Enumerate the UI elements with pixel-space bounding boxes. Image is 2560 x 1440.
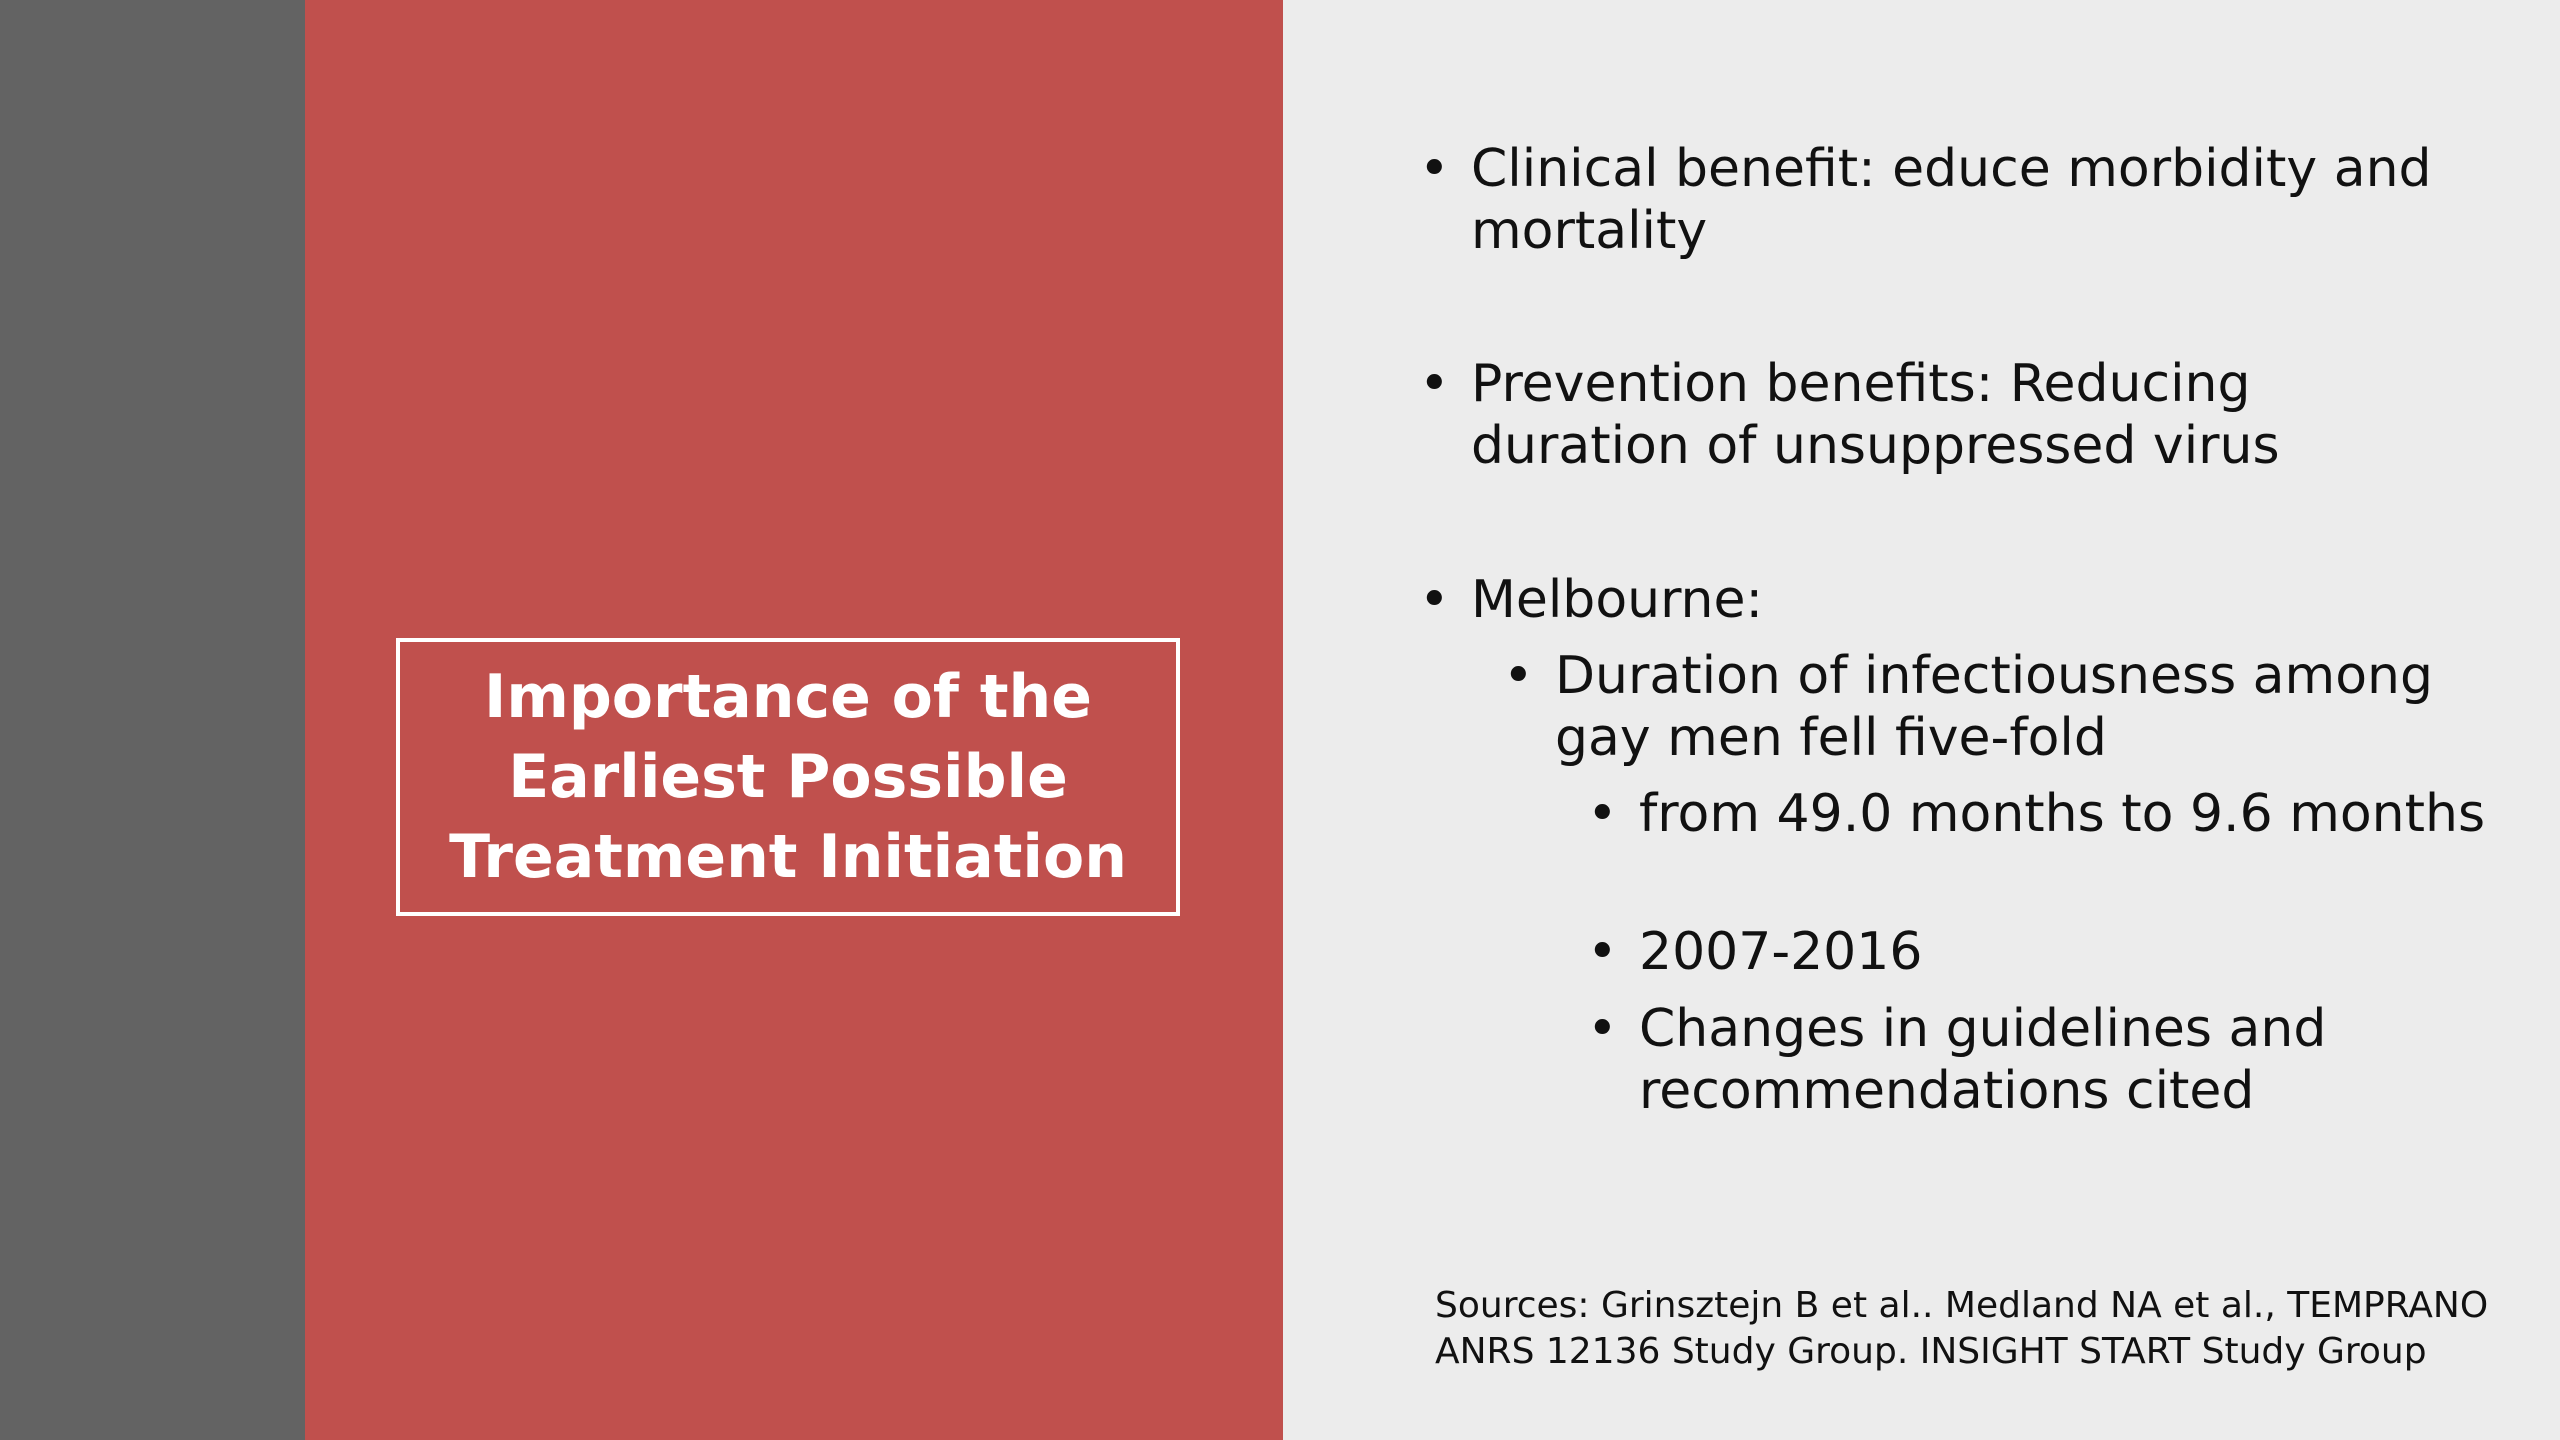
bullet-dot: • (1419, 139, 1450, 199)
sub-sub-bullet-months (1587, 783, 2499, 845)
left-gray-bar (0, 0, 305, 1440)
content-area (1283, 0, 2560, 1440)
bullet-prevention-benefits (1419, 353, 2471, 477)
sources-citation (1435, 1283, 2535, 1375)
bullet-dot: • (1587, 922, 1618, 982)
bullet-text: Prevention benefits: Reducing duration of unsuppressed virus (1471, 354, 2280, 476)
bullet-melbourne (1419, 569, 2471, 631)
title-box (396, 638, 1180, 916)
bullet-text: Changes in guidelines and recommendations cited (1639, 999, 2327, 1121)
sub-sub-bullet-years (1587, 921, 2499, 983)
bullet-dot: • (1587, 784, 1618, 844)
bullet-text: Duration of infectiousness among gay men fell five-fold (1555, 646, 2433, 768)
bullet-dot: • (1419, 570, 1450, 630)
bullet-clinical-benefit (1419, 138, 2471, 262)
sources-line-1: Sources: Grinsztejn B et al.. Medland NA et al., TEMPRANO (1435, 1285, 2489, 1326)
sub-bullet-duration (1503, 645, 2475, 769)
bullet-text: 2007-2016 (1639, 922, 1923, 982)
title-line-3: Treatment Initiation (449, 822, 1127, 892)
sources-line-2: ANRS 12136 Study Group. INSIGHT START Study Group (1435, 1331, 2427, 1372)
bullet-text: from 49.0 months to 9.6 months (1639, 784, 2486, 844)
title-line-1: Importance of the (484, 662, 1092, 732)
bullet-text: Melbourne: (1471, 570, 1764, 630)
sub-sub-bullet-changes (1587, 998, 2499, 1122)
bullet-dot: • (1503, 646, 1534, 706)
bullet-dot: • (1587, 999, 1618, 1059)
bullet-dot: • (1419, 354, 1450, 414)
title-line-2: Earliest Possible (508, 742, 1068, 812)
bullet-text: Clinical benefit: educe morbidity and mortality (1471, 139, 2432, 261)
slide-title (449, 657, 1127, 897)
